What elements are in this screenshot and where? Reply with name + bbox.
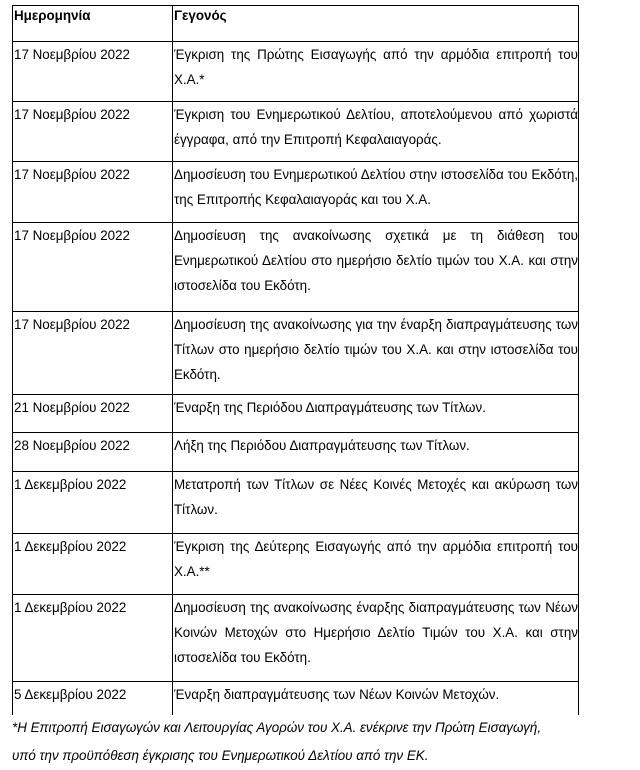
- row-date: 1 Δεκεμβρίου 2022: [13, 472, 173, 534]
- header-event: Γεγονός: [173, 6, 579, 42]
- footnote-line: *Η Επιτροπή Εισαγωγών και Λειτουργίας Αγορών του Χ.Α. ενέκρινε την Πρώτη Εισαγωγή,: [12, 720, 542, 735]
- row-date: 17 Νοεμβρίου 2022: [13, 223, 173, 312]
- row-event: Έγκριση της Πρώτης Εισαγωγής από την αρμόδια επιτροπή του Χ.Α.*: [173, 42, 579, 102]
- row-event: Έναρξη διαπραγμάτευσης των Νέων Κοινών Μετοχών.: [173, 682, 579, 715]
- row-date: 5 Δεκεμβρίου 2022: [13, 682, 173, 715]
- row-event: Έναρξη της Περιόδου Διαπραγμάτευσης των Τίτλων.: [173, 395, 579, 433]
- table-header-row: [13, 6, 579, 42]
- row-event: Δημοσίευση της ανακοίνωσης έναρξης διαπραγμάτευσης των Νέων Κοινών Μετοχών στο Ημερήσιο Δελτίο Τιμών του Χ.Α. και στην ιστοσελίδα του Εκδότη.: [173, 595, 579, 682]
- row-date: 1 Δεκεμβρίου 2022: [13, 534, 173, 595]
- table-row: [13, 433, 579, 472]
- row-date: 17 Νοεμβρίου 2022: [13, 162, 173, 223]
- table-row: [13, 534, 579, 595]
- row-event: Δημοσίευση της ανακοίνωσης για την έναρξη διαπραγμάτευσης των Τίτλων στο ημερήσιο δελτίο τιμών του Χ.Α. και στην ιστοσελίδα του Εκδότη.: [173, 312, 579, 395]
- table-row: [13, 595, 579, 682]
- row-date: 21 Νοεμβρίου 2022: [13, 395, 173, 433]
- row-event: Έγκριση της Δεύτερης Εισαγωγής από την αρμόδια επιτροπή του Χ.Α.**: [173, 534, 579, 595]
- footnote-line: υπό την προϋπόθεση έγκρισης του Ενημερωτικού Δελτίου από την ΕΚ.: [12, 748, 429, 763]
- row-date: 28 Νοεμβρίου 2022: [13, 433, 173, 472]
- row-event: Λήξη της Περιόδου Διαπραγμάτευσης των Τίτλων.: [173, 433, 579, 472]
- timetable: [12, 5, 579, 715]
- row-date: 17 Νοεμβρίου 2022: [13, 42, 173, 102]
- row-event: Δημοσίευση του Ενημερωτικού Δελτίου στην ιστοσελίδα του Εκδότη, της Επιτροπής Κεφαλαιαγοράς και του Χ.Α.: [173, 162, 579, 223]
- table-row: [13, 42, 579, 102]
- table-row: [13, 223, 579, 312]
- table-row: [13, 102, 579, 162]
- row-date: 17 Νοεμβρίου 2022: [13, 102, 173, 162]
- row-event: Δημοσίευση της ανακοίνωσης σχετικά με τη διάθεση του Ενημερωτικού Δελτίου στο ημερήσιο δελτίο τιμών του Χ.Α. και στην ιστοσελίδα του Εκδότη.: [173, 223, 579, 312]
- row-date: 1 Δεκεμβρίου 2022: [13, 595, 173, 682]
- header-date: Ημερομηνία: [13, 6, 173, 42]
- row-event: Έγκριση του Ενημερωτικού Δελτίου, αποτελούμενου από χωριστά έγγραφα, από την Επιτροπή Κεφαλαιαγοράς.: [173, 102, 579, 162]
- table-row: [13, 682, 579, 715]
- footnote: [12, 714, 612, 770]
- table-row: [13, 395, 579, 433]
- row-event: Μετατροπή των Τίτλων σε Νέες Κοινές Μετοχές και ακύρωση των Τίτλων.: [173, 472, 579, 534]
- table-row: [13, 472, 579, 534]
- row-date: 17 Νοεμβρίου 2022: [13, 312, 173, 395]
- table-row: [13, 312, 579, 395]
- table-row: [13, 162, 579, 223]
